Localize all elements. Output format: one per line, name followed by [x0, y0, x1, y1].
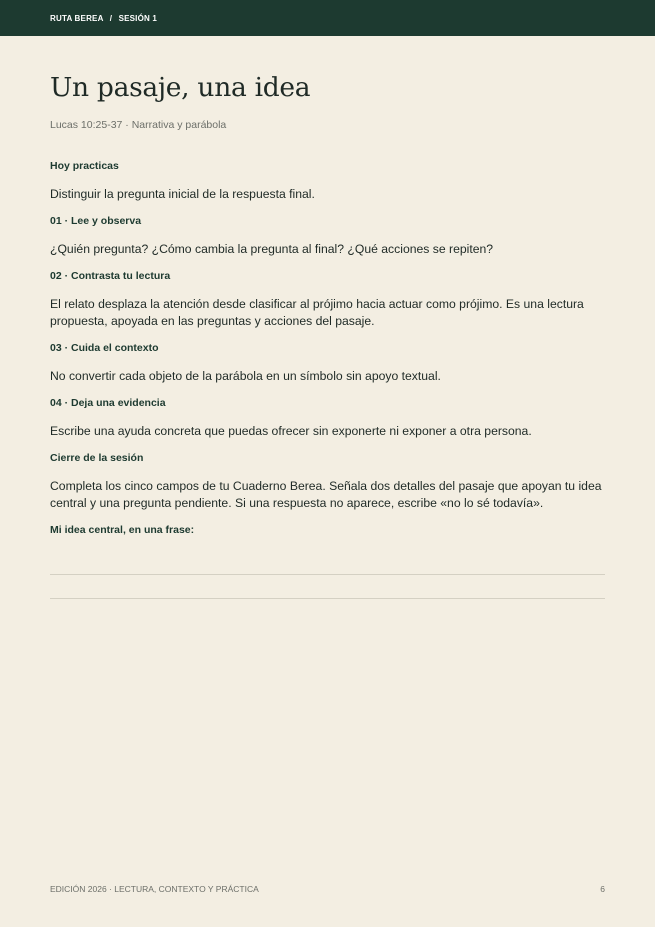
- step2-text: El relato desplaza la atención desde clasificar al prójimo hacia actuar como prójimo. Es una lectura propuesta, apoyada en las preguntas y acciones del pasaje.: [50, 297, 584, 328]
- answer-line-2[interactable]: [50, 598, 605, 599]
- breadcrumb-separator: /: [109, 14, 113, 23]
- page-subtitle: Lucas 10:25-37 · Narrativa y parábola: [50, 119, 227, 131]
- footer-page-number: 6: [600, 884, 605, 894]
- today-text: Distinguir la pregunta inicial de la respuesta final.: [50, 187, 315, 201]
- breadcrumb: [50, 14, 157, 23]
- step1-heading: 01 · Lee y observa: [50, 215, 142, 227]
- step1-text: ¿Quién pregunta? ¿Cómo cambia la pregunta al final? ¿Qué acciones se repiten?: [50, 242, 494, 256]
- breadcrumb-session: SESIÓN 1: [118, 14, 158, 23]
- step2-heading: 02 · Contrasta tu lectura: [50, 270, 171, 282]
- step3-heading: 03 · Cuida el contexto: [50, 342, 159, 354]
- step4-heading: 04 · Deja una evidencia: [50, 397, 166, 409]
- closing-heading: Cierre de la sesión: [50, 452, 144, 464]
- closing-text: Completa los cinco campos de tu Cuaderno Berea. Señala dos detalles del pasaje que apoyan tu idea central y una pregunta pendiente. Si una respuesta no aparece, escribe «no lo sé todavía».: [50, 479, 602, 510]
- session-content: [50, 160, 610, 550]
- today-heading: Hoy practicas: [50, 160, 119, 172]
- footer-edition: EDICIÓN 2026 · LECTURA, CONTEXTO Y PRÁCTICA: [50, 884, 259, 894]
- top-header-bar: [0, 0, 655, 36]
- breadcrumb-route: RUTA BEREA: [50, 14, 104, 23]
- page-title: Un pasaje, una idea: [50, 72, 311, 103]
- step4-text: Escribe una ayuda concreta que puedas ofrecer sin exponerte ni exponer a otra persona.: [50, 424, 532, 438]
- step3-text: No convertir cada objeto de la parábola en un símbolo sin apoyo textual.: [50, 369, 441, 383]
- central-idea-prompt: Mi idea central, en una frase:: [50, 524, 195, 536]
- answer-line-1[interactable]: [50, 574, 605, 575]
